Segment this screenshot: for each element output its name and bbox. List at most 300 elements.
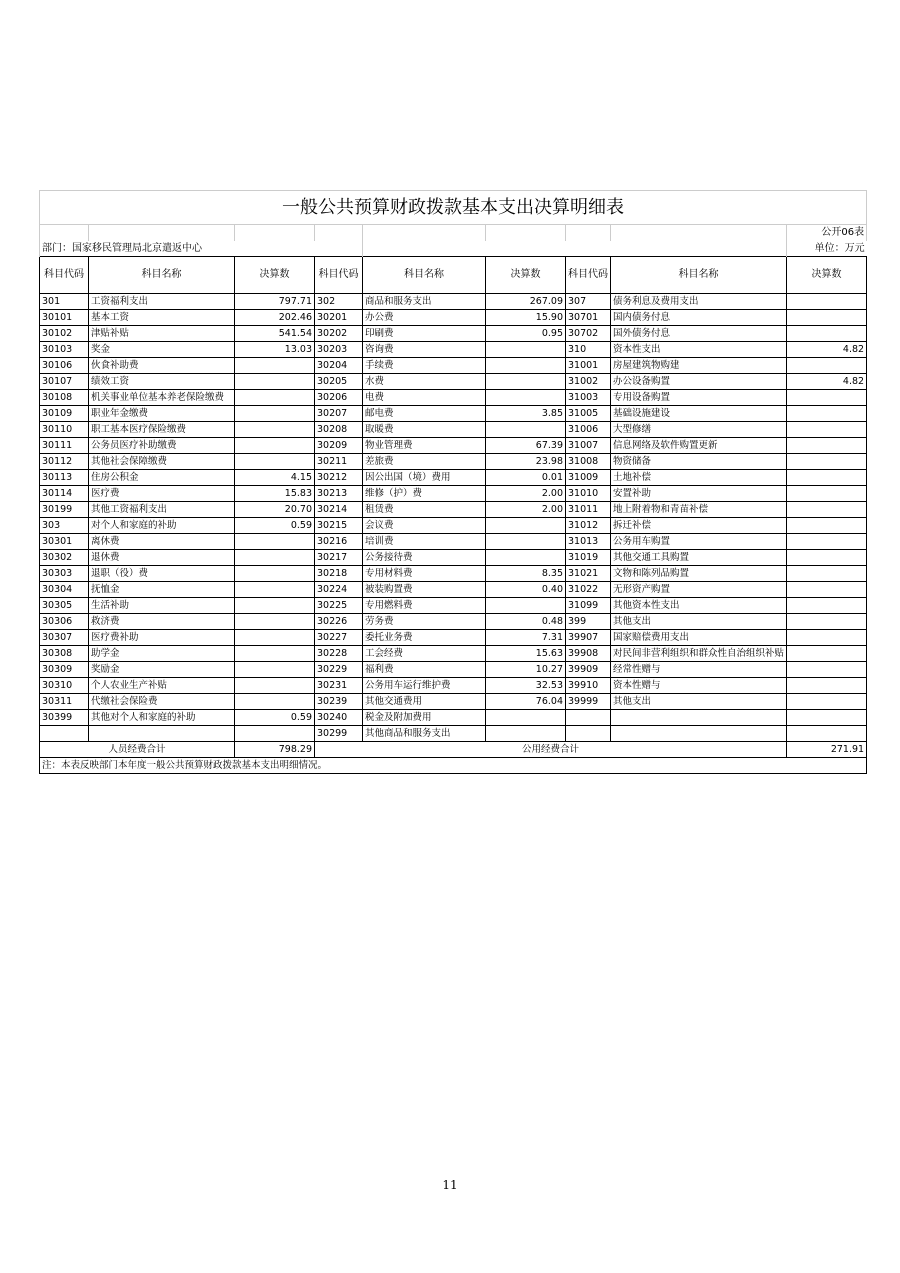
subject-code-cell: 39908 [566, 645, 611, 661]
subject-code-cell: 30211 [315, 453, 363, 469]
table-row [40, 325, 867, 341]
subject-code-cell: 302 [315, 293, 363, 309]
title-row [40, 191, 867, 225]
subject-code-cell: 30225 [315, 597, 363, 613]
amount-cell [787, 293, 867, 309]
amount-cell: 0.01 [486, 469, 566, 485]
subject-name-cell: 维修（护）费 [363, 485, 486, 501]
subject-code-cell: 30226 [315, 613, 363, 629]
subject-code-cell: 30108 [40, 389, 89, 405]
amount-cell: 67.39 [486, 437, 566, 453]
subject-name-cell: 其他工资福利支出 [89, 501, 235, 517]
subject-code-cell: 30301 [40, 533, 89, 549]
amount-cell [486, 373, 566, 389]
subject-code-cell: 30239 [315, 693, 363, 709]
subject-name-cell: 其他社会保障缴费 [89, 453, 235, 469]
subject-name-cell: 绩效工资 [89, 373, 235, 389]
amount-cell [787, 677, 867, 693]
amount-cell [235, 549, 315, 565]
table-row [40, 725, 867, 741]
subject-code-cell: 31012 [566, 517, 611, 533]
amount-cell: 0.59 [235, 709, 315, 725]
subject-code-cell: 30209 [315, 437, 363, 453]
amount-cell: 23.98 [486, 453, 566, 469]
subject-code-cell: 30113 [40, 469, 89, 485]
subject-code-cell: 30231 [315, 677, 363, 693]
subject-code-cell: 30308 [40, 645, 89, 661]
amount-cell [787, 549, 867, 565]
subject-name-cell: 专用设备购置 [611, 389, 787, 405]
amount-cell [235, 597, 315, 613]
subject-name-cell: 福利费 [363, 661, 486, 677]
subject-name-cell: 邮电费 [363, 405, 486, 421]
table-row [40, 549, 867, 565]
table-row [40, 629, 867, 645]
amount-cell [787, 325, 867, 341]
subject-name-cell: 对个人和家庭的补助 [89, 517, 235, 533]
subject-code-cell: 31099 [566, 597, 611, 613]
subject-code-cell: 31009 [566, 469, 611, 485]
subject-code-cell: 30218 [315, 565, 363, 581]
amount-cell [787, 469, 867, 485]
amount-cell: 267.09 [486, 293, 566, 309]
subject-name-cell: 离休费 [89, 533, 235, 549]
subject-name-cell [89, 725, 235, 741]
subject-name-cell: 差旅费 [363, 453, 486, 469]
department-label: 部门：国家移民管理局北京遣返中心 [40, 241, 363, 257]
amount-cell [787, 661, 867, 677]
subject-name-cell: 伙食补助费 [89, 357, 235, 373]
subject-name-cell: 其他交通工具购置 [611, 549, 787, 565]
subject-name-cell: 物业管理费 [363, 437, 486, 453]
personnel-total-value: 798.29 [235, 741, 315, 757]
subject-code-cell [40, 725, 89, 741]
amount-cell: 20.70 [235, 501, 315, 517]
subject-code-cell: 30112 [40, 453, 89, 469]
table-row [40, 533, 867, 549]
personnel-total-label: 人员经费合计 [40, 741, 235, 757]
subject-code-cell: 30701 [566, 309, 611, 325]
amount-cell: 0.48 [486, 613, 566, 629]
page-number: 11 [442, 1178, 458, 1192]
table-row [40, 693, 867, 709]
subject-name-cell: 办公费 [363, 309, 486, 325]
subject-code-cell: 30102 [40, 325, 89, 341]
subject-name-cell: 因公出国（境）费用 [363, 469, 486, 485]
subject-name-cell: 津贴补贴 [89, 325, 235, 341]
subject-code-cell: 31010 [566, 485, 611, 501]
amount-cell [235, 629, 315, 645]
amount-cell: 13.03 [235, 341, 315, 357]
subject-name-cell: 地上附着物和青苗补偿 [611, 501, 787, 517]
subject-code-cell: 301 [40, 293, 89, 309]
amount-cell [787, 629, 867, 645]
table-row [40, 357, 867, 373]
amount-cell: 8.35 [486, 565, 566, 581]
amount-cell [787, 565, 867, 581]
amount-cell [486, 389, 566, 405]
subject-code-cell: 39999 [566, 693, 611, 709]
subject-name-cell: 水费 [363, 373, 486, 389]
amount-cell [787, 597, 867, 613]
amount-cell [486, 357, 566, 373]
expenditure-table [39, 190, 867, 774]
subject-code-cell: 30303 [40, 565, 89, 581]
amount-cell: 0.95 [486, 325, 566, 341]
subject-code-cell: 31008 [566, 453, 611, 469]
amount-cell [787, 613, 867, 629]
subject-code-cell: 30110 [40, 421, 89, 437]
subject-name-cell: 基础设施建设 [611, 405, 787, 421]
subject-code-cell: 30206 [315, 389, 363, 405]
subject-code-cell: 30307 [40, 629, 89, 645]
amount-cell [235, 389, 315, 405]
subject-name-cell: 工资福利支出 [89, 293, 235, 309]
subject-name-cell: 劳务费 [363, 613, 486, 629]
subject-name-cell: 抚恤金 [89, 581, 235, 597]
page-title: 一般公共预算财政拨款基本支出决算明细表 [40, 191, 867, 225]
table-row [40, 373, 867, 389]
amount-cell: 15.83 [235, 485, 315, 501]
amount-cell: 202.46 [235, 309, 315, 325]
subject-name-cell: 资本性支出 [611, 341, 787, 357]
subject-name-cell: 公务接待费 [363, 549, 486, 565]
subject-name-cell: 医疗费补助 [89, 629, 235, 645]
amount-cell: 15.90 [486, 309, 566, 325]
subject-name-cell: 专用材料费 [363, 565, 486, 581]
table-row [40, 565, 867, 581]
subject-name-cell: 资本性赠与 [611, 677, 787, 693]
subject-name-cell: 机关事业单位基本养老保险缴费 [89, 389, 235, 405]
subject-name-cell: 国内债务付息 [611, 309, 787, 325]
subject-name-cell: 电费 [363, 389, 486, 405]
subject-name-cell: 国外债务付息 [611, 325, 787, 341]
subject-name-cell: 大型修缮 [611, 421, 787, 437]
unit-label: 单位：万元 [787, 241, 867, 257]
subject-name-cell: 被装购置费 [363, 581, 486, 597]
subject-code-cell: 30299 [315, 725, 363, 741]
subject-code-cell: 30228 [315, 645, 363, 661]
table-row [40, 293, 867, 309]
subject-name-cell: 拆迁补偿 [611, 517, 787, 533]
table-row [40, 597, 867, 613]
amount-cell [486, 341, 566, 357]
subject-code-cell: 31003 [566, 389, 611, 405]
note-row [40, 757, 867, 773]
subject-name-cell: 公务用车运行维护费 [363, 677, 486, 693]
subject-name-cell [611, 725, 787, 741]
subject-name-cell: 取暖费 [363, 421, 486, 437]
subject-code-cell: 310 [566, 341, 611, 357]
subject-name-cell: 工会经费 [363, 645, 486, 661]
table-row [40, 437, 867, 453]
amount-cell: 76.04 [486, 693, 566, 709]
amount-cell [235, 533, 315, 549]
public-total-label: 公用经费合计 [315, 741, 787, 757]
column-header: 决算数 [486, 256, 566, 293]
amount-cell [235, 581, 315, 597]
column-header: 科目代码 [40, 256, 89, 293]
subject-code-cell: 30227 [315, 629, 363, 645]
amount-cell [486, 533, 566, 549]
subject-code-cell: 399 [566, 613, 611, 629]
table-row [40, 341, 867, 357]
subject-code-cell: 39910 [566, 677, 611, 693]
subject-code-cell: 39909 [566, 661, 611, 677]
subject-code-cell: 30111 [40, 437, 89, 453]
subject-name-cell: 债务利息及费用支出 [611, 293, 787, 309]
column-header: 科目代码 [315, 256, 363, 293]
table-row [40, 677, 867, 693]
amount-cell [787, 421, 867, 437]
amount-cell [486, 709, 566, 725]
amount-cell [787, 389, 867, 405]
table-row [40, 485, 867, 501]
subject-code-cell: 30224 [315, 581, 363, 597]
subject-code-cell: 30201 [315, 309, 363, 325]
column-header: 决算数 [235, 256, 315, 293]
subject-name-cell: 手续费 [363, 357, 486, 373]
subject-code-cell: 31007 [566, 437, 611, 453]
amount-cell: 10.27 [486, 661, 566, 677]
amount-cell: 32.53 [486, 677, 566, 693]
subject-code-cell: 31001 [566, 357, 611, 373]
amount-cell: 0.59 [235, 517, 315, 533]
amount-cell [235, 645, 315, 661]
subject-name-cell: 其他支出 [611, 693, 787, 709]
table-code: 公开06表 [787, 225, 867, 241]
expenditure-table-sheet [39, 190, 866, 774]
table-row [40, 405, 867, 421]
subject-code-cell: 30309 [40, 661, 89, 677]
subject-name-cell: 专用燃料费 [363, 597, 486, 613]
subject-name-cell: 对民间非营利组织和群众性自治组织补贴 [611, 645, 787, 661]
subject-name-cell: 个人农业生产补贴 [89, 677, 235, 693]
subject-code-cell: 307 [566, 293, 611, 309]
subject-name-cell: 职业年金缴费 [89, 405, 235, 421]
amount-cell [787, 453, 867, 469]
header-row [40, 256, 867, 293]
subject-code-cell: 30101 [40, 309, 89, 325]
amount-cell [787, 357, 867, 373]
amount-cell: 0.40 [486, 581, 566, 597]
amount-cell [235, 357, 315, 373]
amount-cell [787, 501, 867, 517]
subject-name-cell: 其他支出 [611, 613, 787, 629]
subject-code-cell: 30216 [315, 533, 363, 549]
subject-name-cell: 无形资产购置 [611, 581, 787, 597]
amount-cell [235, 373, 315, 389]
subject-name-cell: 救济费 [89, 613, 235, 629]
amount-cell: 4.15 [235, 469, 315, 485]
subject-name-cell: 其他对个人和家庭的补助 [89, 709, 235, 725]
subject-name-cell: 公务用车购置 [611, 533, 787, 549]
subject-code-cell: 30213 [315, 485, 363, 501]
subject-code-cell [566, 725, 611, 741]
table-row [40, 453, 867, 469]
subject-name-cell [611, 709, 787, 725]
amount-cell [235, 421, 315, 437]
table-row [40, 309, 867, 325]
subject-name-cell: 住房公积金 [89, 469, 235, 485]
table-row [40, 613, 867, 629]
subject-code-cell: 31019 [566, 549, 611, 565]
subject-code-cell: 31021 [566, 565, 611, 581]
subject-code-cell: 30107 [40, 373, 89, 389]
amount-cell [235, 677, 315, 693]
amount-cell [787, 533, 867, 549]
column-header: 科目名称 [89, 256, 235, 293]
subject-code-cell: 30311 [40, 693, 89, 709]
subject-code-cell: 31005 [566, 405, 611, 421]
subject-code-cell: 31002 [566, 373, 611, 389]
subject-code-cell: 30109 [40, 405, 89, 421]
subject-code-cell: 30305 [40, 597, 89, 613]
amount-cell [235, 725, 315, 741]
public-total-value: 271.91 [787, 741, 867, 757]
subject-name-cell: 助学金 [89, 645, 235, 661]
subject-name-cell: 职工基本医疗保险缴费 [89, 421, 235, 437]
amount-cell [235, 437, 315, 453]
amount-cell [787, 309, 867, 325]
subject-name-cell: 物资储备 [611, 453, 787, 469]
table-row [40, 389, 867, 405]
subject-code-cell: 30208 [315, 421, 363, 437]
table-row [40, 581, 867, 597]
subject-code-cell: 30207 [315, 405, 363, 421]
table-row [40, 517, 867, 533]
subject-code-cell: 30199 [40, 501, 89, 517]
subject-code-cell: 30204 [315, 357, 363, 373]
amount-cell: 4.82 [787, 341, 867, 357]
table-row [40, 421, 867, 437]
amount-cell [486, 421, 566, 437]
table-row [40, 709, 867, 725]
subject-code-cell: 31022 [566, 581, 611, 597]
amount-cell: 541.54 [235, 325, 315, 341]
subject-name-cell: 房屋建筑物购建 [611, 357, 787, 373]
table-row [40, 501, 867, 517]
table-row [40, 645, 867, 661]
amount-cell [787, 517, 867, 533]
subject-code-cell: 31006 [566, 421, 611, 437]
amount-cell [486, 725, 566, 741]
subject-name-cell: 其他商品和服务支出 [363, 725, 486, 741]
subject-code-cell: 31011 [566, 501, 611, 517]
subject-name-cell: 办公设备购置 [611, 373, 787, 389]
subject-name-cell: 印刷费 [363, 325, 486, 341]
subject-name-cell: 经常性赠与 [611, 661, 787, 677]
subject-code-cell: 30302 [40, 549, 89, 565]
subject-name-cell: 其他资本性支出 [611, 597, 787, 613]
subject-code-cell: 30202 [315, 325, 363, 341]
amount-cell [235, 693, 315, 709]
subject-name-cell: 基本工资 [89, 309, 235, 325]
subject-code-cell [566, 709, 611, 725]
subject-code-cell: 30214 [315, 501, 363, 517]
subject-code-cell: 30215 [315, 517, 363, 533]
table-grid [40, 256, 867, 741]
subject-name-cell: 土地补偿 [611, 469, 787, 485]
amount-cell: 2.00 [486, 485, 566, 501]
subject-code-cell: 30212 [315, 469, 363, 485]
subject-code-cell: 30114 [40, 485, 89, 501]
amount-cell [787, 405, 867, 421]
amount-cell [787, 693, 867, 709]
table-row [40, 469, 867, 485]
amount-cell [235, 661, 315, 677]
subject-name-cell: 文物和陈列品购置 [611, 565, 787, 581]
amount-cell: 15.63 [486, 645, 566, 661]
amount-cell: 7.31 [486, 629, 566, 645]
amount-cell [235, 565, 315, 581]
amount-cell [486, 549, 566, 565]
amount-cell [235, 405, 315, 421]
subject-name-cell: 委托业务费 [363, 629, 486, 645]
subject-name-cell: 生活补助 [89, 597, 235, 613]
subject-code-cell: 30304 [40, 581, 89, 597]
column-header: 科目代码 [566, 256, 611, 293]
subject-code-cell: 30702 [566, 325, 611, 341]
subject-name-cell: 咨询费 [363, 341, 486, 357]
table-note: 注：本表反映部门本年度一般公共预算财政拨款基本支出明细情况。 [40, 757, 867, 773]
amount-cell [486, 597, 566, 613]
amount-cell [486, 517, 566, 533]
amount-cell [235, 453, 315, 469]
amount-cell [787, 645, 867, 661]
subject-name-cell: 租赁费 [363, 501, 486, 517]
subject-name-cell: 国家赔偿费用支出 [611, 629, 787, 645]
amount-cell [787, 725, 867, 741]
subject-code-cell: 30205 [315, 373, 363, 389]
subject-name-cell: 奖金 [89, 341, 235, 357]
column-header: 科目名称 [363, 256, 486, 293]
subject-name-cell: 代缴社会保险费 [89, 693, 235, 709]
subject-code-cell: 30240 [315, 709, 363, 725]
subject-name-cell: 商品和服务支出 [363, 293, 486, 309]
subject-name-cell: 公务员医疗补助缴费 [89, 437, 235, 453]
amount-cell: 3.85 [486, 405, 566, 421]
amount-cell [787, 581, 867, 597]
subject-code-cell: 30106 [40, 357, 89, 373]
subject-name-cell: 信息网络及软件购置更新 [611, 437, 787, 453]
subject-code-cell: 30310 [40, 677, 89, 693]
subject-code-cell: 30399 [40, 709, 89, 725]
subject-code-cell: 30103 [40, 341, 89, 357]
amount-cell [787, 709, 867, 725]
column-header: 决算数 [787, 256, 867, 293]
department-row [40, 241, 867, 257]
amount-cell: 4.82 [787, 373, 867, 389]
amount-cell: 797.71 [235, 293, 315, 309]
subject-name-cell: 安置补助 [611, 485, 787, 501]
subject-code-cell: 30229 [315, 661, 363, 677]
subject-name-cell: 医疗费 [89, 485, 235, 501]
table-row [40, 661, 867, 677]
amount-cell [235, 613, 315, 629]
subject-code-cell: 30203 [315, 341, 363, 357]
subject-code-cell: 303 [40, 517, 89, 533]
amount-cell: 2.00 [486, 501, 566, 517]
amount-cell [787, 485, 867, 501]
column-header: 科目名称 [611, 256, 787, 293]
table-code-row [40, 225, 867, 241]
subject-code-cell: 39907 [566, 629, 611, 645]
subject-code-cell: 31013 [566, 533, 611, 549]
subject-name-cell: 奖励金 [89, 661, 235, 677]
subject-name-cell: 会议费 [363, 517, 486, 533]
subject-name-cell: 退休费 [89, 549, 235, 565]
